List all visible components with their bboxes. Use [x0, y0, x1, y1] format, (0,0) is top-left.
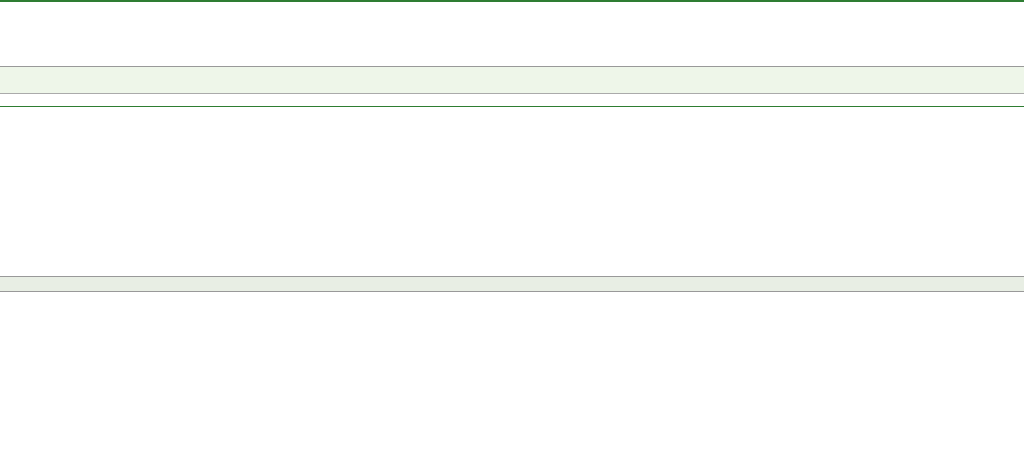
header-clase: [685, 94, 715, 106]
header-copiloto: [345, 94, 545, 106]
header-vehiculo: [545, 94, 685, 106]
class-separator: [0, 276, 1024, 292]
header-club: [20, 94, 155, 106]
header-total: [715, 94, 745, 106]
header-piloto: [155, 94, 345, 106]
column-headers: [0, 93, 1024, 107]
top-accent-line: [0, 0, 1024, 2]
title-bar: [0, 66, 1024, 94]
header-ord: [0, 94, 20, 106]
